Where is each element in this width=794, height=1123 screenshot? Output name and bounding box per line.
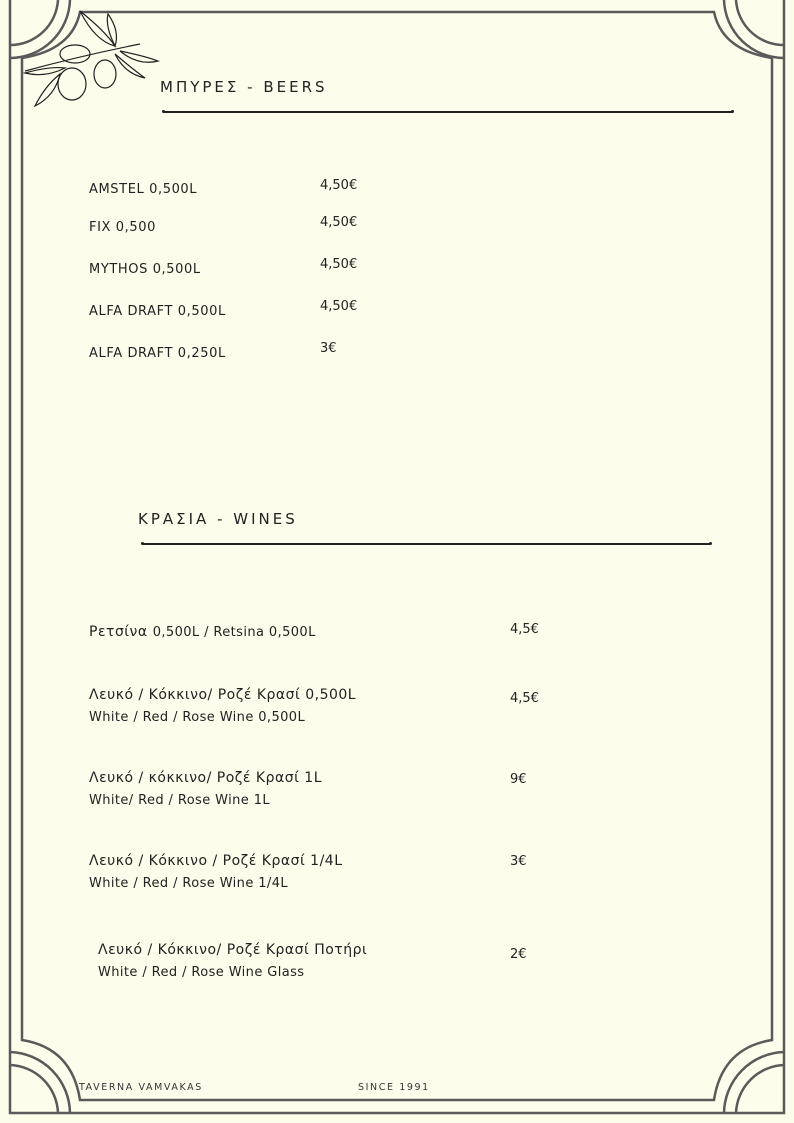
beer-price: 4,50€ xyxy=(320,299,358,314)
wine-greek: Λευκό / κόκκινο/ Ροζέ Κρασί 1L xyxy=(89,770,322,786)
wines-divider xyxy=(143,543,710,545)
footer-since: SINCE 1991 xyxy=(358,1082,430,1093)
beer-price: 3€ xyxy=(320,341,337,356)
olive-branch-icon xyxy=(20,6,160,110)
beer-name: AMSTEL 0,500L xyxy=(89,182,198,197)
wine-price: 4,5€ xyxy=(510,622,539,637)
wine-price: 2€ xyxy=(510,947,527,962)
wine-english: White / Red / Rose Wine 1/4L xyxy=(89,876,289,891)
beer-price: 4,50€ xyxy=(320,215,358,230)
wine-greek: Λευκό / Κόκκινο / Ροζέ Κρασί 1/4L xyxy=(89,853,343,869)
wines-heading: ΚΡΑΣΙΑ - WINES xyxy=(138,510,298,528)
beer-name: ALFA DRAFT 0,250L xyxy=(89,346,226,361)
wine-price: 4,5€ xyxy=(510,691,539,706)
wine-english: White / Red / Rose Wine 0,500L xyxy=(89,710,306,725)
wine-english: White/ Red / Rose Wine 1L xyxy=(89,793,271,808)
beers-divider xyxy=(164,111,732,113)
wine-english: White / Red / Rose Wine Glass xyxy=(98,965,305,980)
wine-price: 9€ xyxy=(510,772,527,787)
wine-item xyxy=(89,621,316,640)
beer-price: 4,50€ xyxy=(320,257,358,272)
footer-taverna-name: TAVERNA VAMVAKAS xyxy=(79,1082,203,1093)
beer-price: 4,50€ xyxy=(320,178,358,193)
wine-english: 0,500L / Retsina 0,500L xyxy=(152,625,316,640)
wine-greek: Λευκό / Κόκκινο/ Ροζέ Κρασί Ποτήρι xyxy=(98,942,368,958)
beer-name: MYTHOS 0,500L xyxy=(89,262,201,277)
beers-heading: ΜΠΥΡΕΣ - BEERS xyxy=(160,78,328,96)
wine-greek: Λευκό / Κόκκινο/ Ροζέ Κρασί 0,500L xyxy=(89,687,357,703)
beer-name: ALFA DRAFT 0,500L xyxy=(89,304,226,319)
wine-greek: Ρετσίνα xyxy=(89,624,148,640)
wine-price: 3€ xyxy=(510,854,527,869)
beer-name: FIX 0,500 xyxy=(89,220,156,235)
